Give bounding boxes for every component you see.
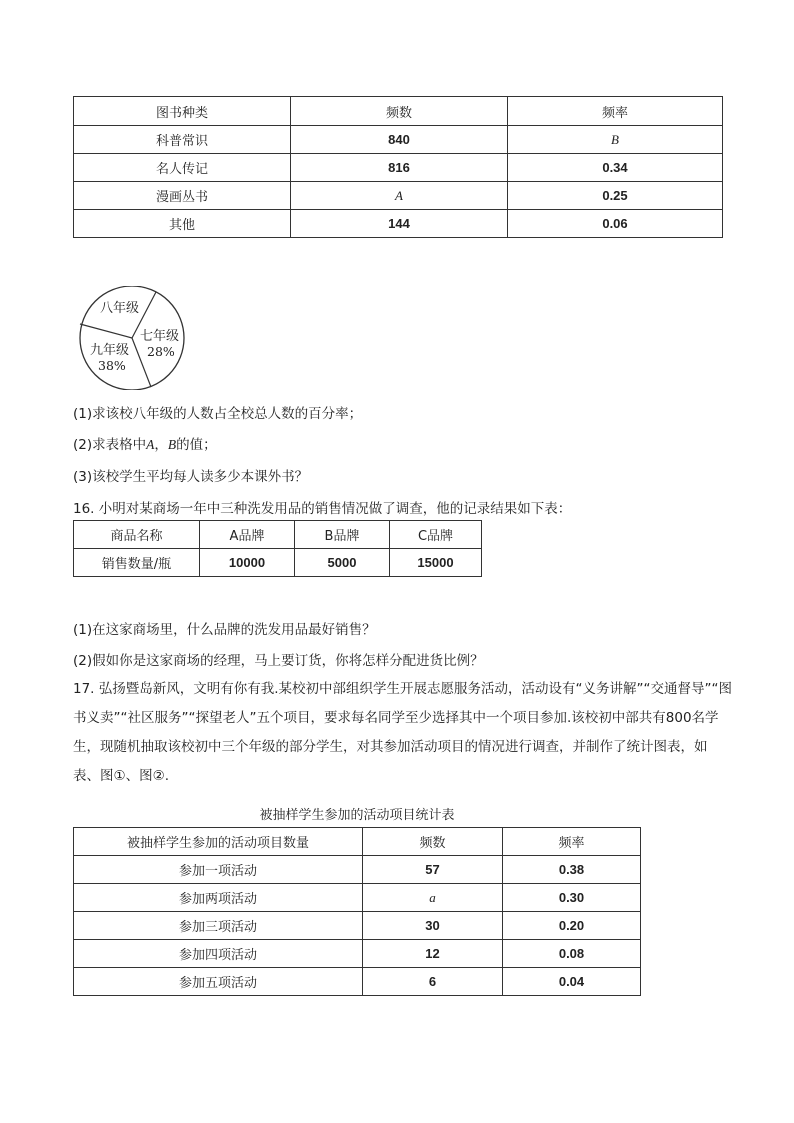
table-header-row (74, 97, 723, 126)
table-cell: B (508, 126, 723, 154)
pie-label-grade8: 八年级 (100, 301, 140, 316)
pie-label-grade7: 七年级 (140, 329, 180, 344)
table-cell: 10000 (200, 549, 295, 577)
table-cell: 6 (363, 968, 503, 996)
table-cell: 参加两项活动 (74, 884, 363, 912)
question-15-1: (1)求该校八年级的人数占全校总人数的百分率； (73, 406, 363, 422)
pie-label-grade9: 九年级 (90, 343, 130, 358)
table-cell: 5000 (295, 549, 390, 577)
question-text: (2)求表格中 (73, 437, 147, 453)
question-text: 的值； (176, 437, 217, 453)
table-cell: 0.34 (508, 154, 723, 182)
table-header-row (74, 828, 641, 856)
table-cell: 30 (363, 912, 503, 940)
shampoo-sales-table (73, 520, 482, 577)
table-cell: 参加三项活动 (74, 912, 363, 940)
question-16-2: (2)假如你是这家商场的经理，马上要订货，你将怎样分配进货比例？ (73, 653, 484, 669)
pie-slice-boundary (80, 324, 132, 338)
table-row (74, 968, 641, 996)
table-cell: 0.06 (508, 210, 723, 238)
table-row (74, 856, 641, 884)
table-row (74, 940, 641, 968)
header-cell: A品牌 (200, 521, 295, 549)
table-cell: 科普常识 (74, 126, 291, 154)
header-cell: 商品名称 (74, 521, 200, 549)
question-15-3: (3)该校学生平均每人读多少本课外书？ (73, 469, 309, 485)
table-row (74, 154, 723, 182)
pie-label-grade9-pct: 38% (98, 358, 126, 373)
table-cell: 0.30 (503, 884, 641, 912)
problem-16-intro: 16. 小明对某商场一年中三种洗发用品的销售情况做了调查，他的记录结果如下表： (73, 501, 572, 517)
problem-17-text: 17. 弘扬暨岛新风，文明有你有我.某校初中部组织学生开展志愿服务活动，活动设有“义务讲解”“交通督导”“图书义卖”“社区服务”“探望老人”五个项目，要求每名同学至少选择其中一个项目参加.该校初中部共有800名学生，现随机抽取该校初中三个年级的部分学生，对其参加活动项目的情况进行调查，并制作了统计图表，如表、图①、图②. (73, 681, 733, 784)
separator: ， (154, 437, 168, 453)
header-cell: 频数 (363, 828, 503, 856)
table-cell: 144 (291, 210, 508, 238)
table-cell: 12 (363, 940, 503, 968)
header-cell: C品牌 (390, 521, 482, 549)
table-cell: A (291, 182, 508, 210)
activity-frequency-table (73, 827, 641, 996)
table-header-row (74, 521, 482, 549)
header-cell: 被抽样学生参加的活动项目数量 (74, 828, 363, 856)
header-cell: 频数 (291, 97, 508, 126)
variable-b: B (167, 437, 177, 452)
header-cell: 图书种类 (74, 97, 291, 126)
table-row (74, 210, 723, 238)
table-cell: 0.20 (503, 912, 641, 940)
pie-label-grade7-pct: 28% (147, 344, 175, 359)
table-cell: 0.38 (503, 856, 641, 884)
table-cell: 其他 (74, 210, 291, 238)
table-cell: 0.08 (503, 940, 641, 968)
table-cell: 0.04 (503, 968, 641, 996)
table-cell: 57 (363, 856, 503, 884)
header-cell: 频率 (508, 97, 723, 126)
grade-pie-chart (74, 286, 198, 390)
header-cell: 频率 (503, 828, 641, 856)
question-15-2 (73, 433, 733, 453)
table-cell: 840 (291, 126, 508, 154)
table-row (74, 126, 723, 154)
table-cell: 漫画丛书 (74, 182, 291, 210)
variable-a: A (146, 437, 155, 452)
question-16-1: (1)在这家商场里，什么品牌的洗发用品最好销售？ (73, 622, 376, 638)
table-cell: 名人传记 (74, 154, 291, 182)
table-cell: 0.25 (508, 182, 723, 210)
header-cell: B品牌 (295, 521, 390, 549)
table-row (74, 912, 641, 940)
table-row (74, 884, 641, 912)
table-caption: 被抽样学生参加的活动项目统计表 (259, 808, 455, 823)
table-cell: 816 (291, 154, 508, 182)
table-row (74, 182, 723, 210)
table-cell: 参加五项活动 (74, 968, 363, 996)
table-cell: a (363, 884, 503, 912)
table-cell: 15000 (390, 549, 482, 577)
table-cell: 销售数量/瓶 (74, 549, 200, 577)
table-row (74, 549, 482, 577)
table-cell: 参加一项活动 (74, 856, 363, 884)
book-frequency-table (73, 96, 723, 238)
table-cell: 参加四项活动 (74, 940, 363, 968)
